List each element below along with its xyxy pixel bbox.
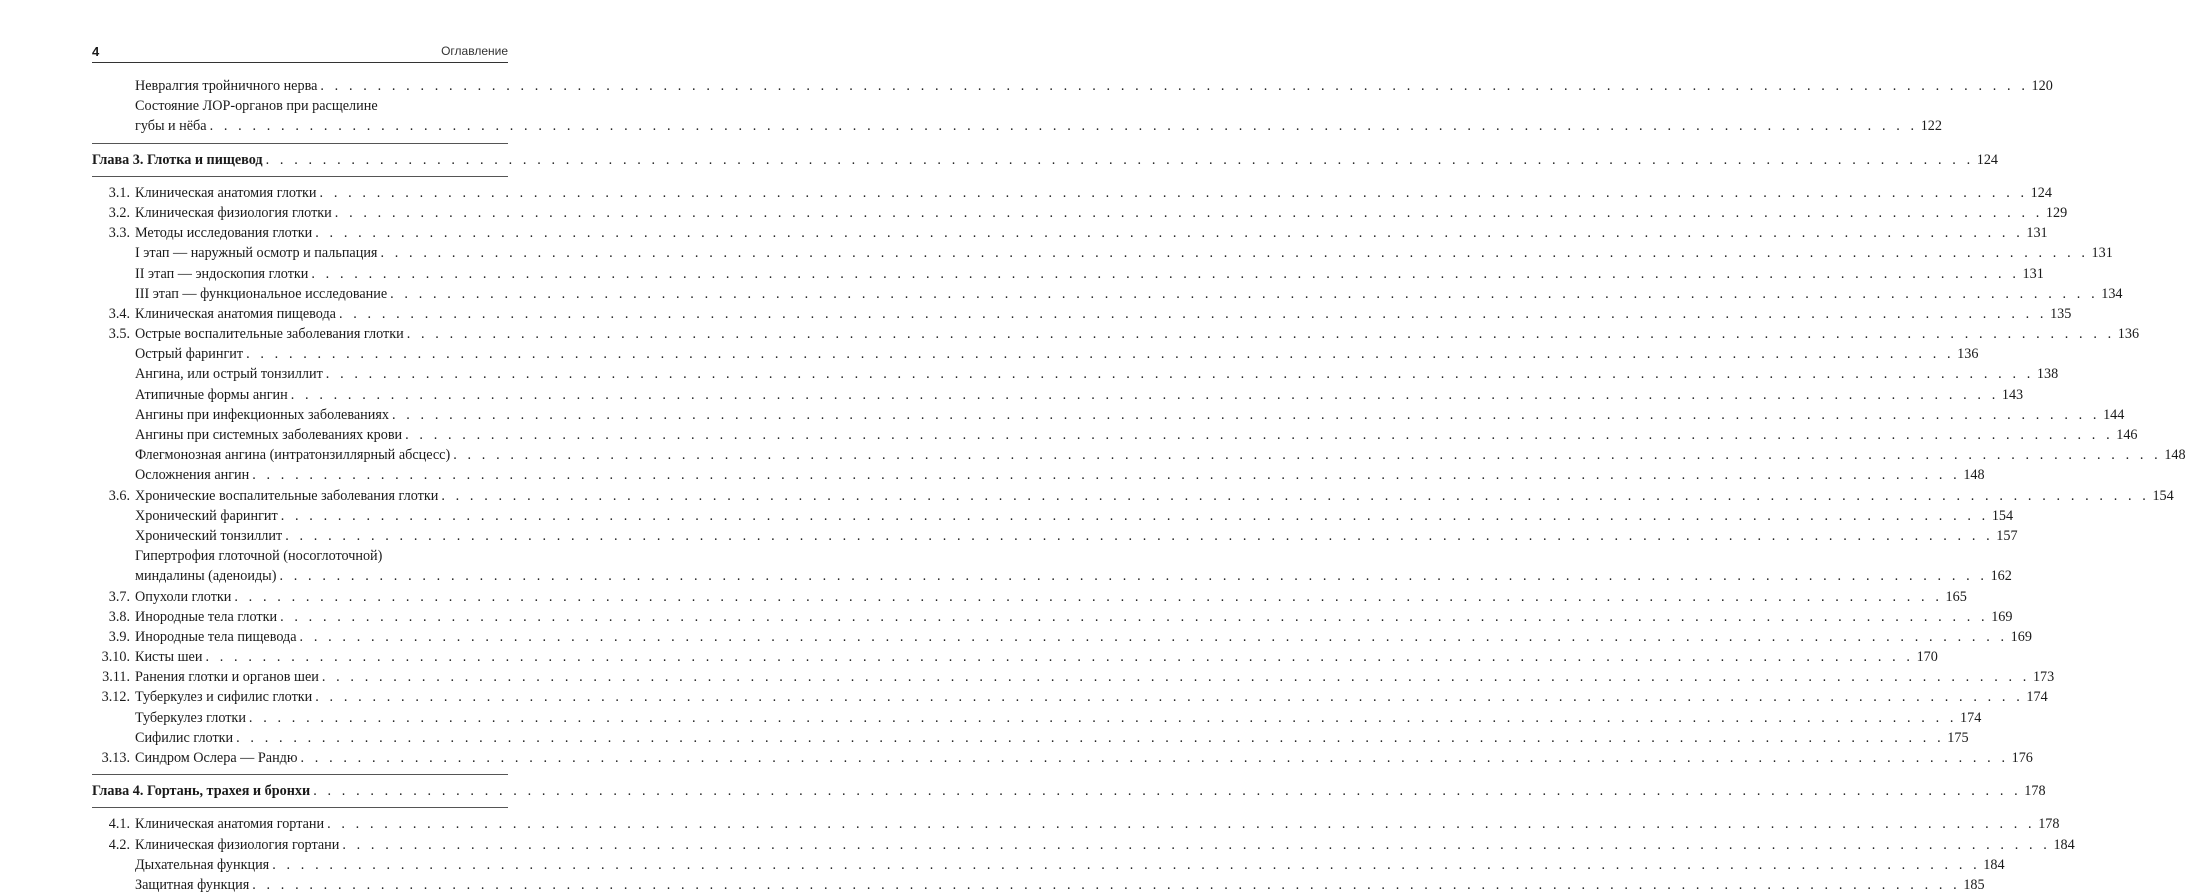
toc-section-number: 4.1. — [108, 816, 130, 833]
toc-entry-title: Клиническая анатомия глотки — [135, 184, 317, 201]
toc-page-number: 174 — [1960, 709, 1982, 726]
toc-entry-title: Ангины при системных заболеваниях крови — [135, 427, 403, 443]
toc-section-number: 3.9. — [108, 628, 130, 645]
toc-dot-leader: . . . . . . . . . . . . . . . . . . . . . . . . . . . . . . . . . . . . . . . . . . . . . . . . . . . . . . . . . . . . . . . . . . . . . . . . . . . . . . . . . . . . . . . . . . . . . . . . . . . . . . . . . . . . . . . . . . . . . . . . — [441, 487, 2150, 504]
toc-section-number: 3.5. — [108, 326, 130, 343]
toc-entry[interactable] — [92, 344, 1979, 364]
toc-entry-title: Инородные тела пищевода — [135, 628, 297, 645]
toc-dot-leader: . . . . . . . . . . . . . . . . . . . . . . . . . . . . . . . . . . . . . . . . . . . . . . . . . . . . . . . . . . . . . . . . . . . . . . . . . . . . . . . . . . . . . . . . . . . . . . . . . . . . . . . . . . . . . . . . . . . . . . . . — [285, 527, 1994, 544]
toc-dot-leader: . . . . . . . . . . . . . . . . . . . . . . . . . . . . . . . . . . . . . . . . . . . . . . . . . . . . . . . . . . . . . . . . . . . . . . . . . . . . . . . . . . . . . . . . . . . . . . . . . . . . . . . . . . . . . . . . . . . . . . . . — [334, 204, 2043, 221]
toc-entry[interactable] — [92, 223, 2048, 243]
toc-entry[interactable] — [92, 647, 1938, 667]
toc-dot-leader: . . . . . . . . . . . . . . . . . . . . . . . . . . . . . . . . . . . . . . . . . . . . . . . . . . . . . . . . . . . . . . . . . . . . . . . . . . . . . . . . . . . . . . . . . . . . . . . . . . . . . . . . . . . . . . . . . . . . . . . . — [300, 750, 2009, 766]
toc-dot-leader: . . . . . . . . . . . . . . . . . . . . . . . . . . . . . . . . . . . . . . . . . . . . . . . . . . . . . . . . . . . . . . . . . . . . . . . . . . . . . . . . . . . . . . . . . . . . . . . . . . . . . . . . . . . . . . . . . . . . . . . . — [252, 467, 1961, 484]
toc-page-number: 120 — [2031, 78, 2053, 94]
toc-page-number: 174 — [2026, 689, 2048, 706]
toc-entry-title: Клиническая физиология гортани — [135, 836, 340, 853]
toc-entry[interactable] — [92, 243, 2113, 263]
toc-section-number: 3.4. — [108, 305, 130, 322]
toc-entry[interactable] — [92, 385, 2024, 405]
page-header — [92, 44, 508, 63]
toc-dot-leader: . . . . . . . . . . . . . . . . . . . . . . . . . . . . . . . . . . . . . . . . . . . . . . . . . . . . . . . . . . . . . . . . . . . . . . . . . . . . . . . . . . . . . . . . . . . . . . . . . . . . . . . . . . . . . . . . . . . . . . . . — [280, 608, 1989, 625]
toc-dot-leader: . . . . . . . . . . . . . . . . . . . . . . . . . . . . . . . . . . . . . . . . . . . . . . . . . . . . . . . . . . . . . . . . . . . . . . . . . . . . . . . . . . . . . . . . . . . . . . . . . . . . . . . . . . . . . . . . . . . . . . . . — [325, 366, 2034, 383]
toc-entry-title: Состояние ЛОР-органов при расщелине — [135, 98, 378, 115]
toc-entry[interactable] — [92, 667, 2055, 687]
toc-entry[interactable] — [92, 76, 2053, 96]
toc-entry[interactable] — [92, 425, 2138, 445]
toc-dot-leader: . . . . . . . . . . . . . . . . . . . . . . . . . . . . . . . . . . . . . . . . . . . . . . . . . . . . . . . . . . . . . . . . . . . . . . . . . . . . . . . . . . . . . . . . . . . . . . . . . . . . . . . . . . . . . . . . . . . . . . . . — [390, 285, 2099, 302]
toc-entry-title: Сифилис глотки — [135, 729, 234, 746]
toc-entry-title: Ангина, или острый тонзиллит — [135, 366, 323, 383]
toc-section-number: 3.7. — [108, 588, 130, 605]
toc-page-number: 122 — [1920, 118, 1942, 135]
toc-page-number: 124 — [1976, 151, 1998, 168]
toc-chapter-entry[interactable] — [92, 781, 2046, 801]
toc-entry[interactable] — [92, 627, 2032, 647]
toc-entry-title: губы и нёба — [135, 118, 207, 135]
toc-entry[interactable] — [92, 284, 2123, 304]
toc-entry[interactable] — [92, 304, 2072, 324]
toc-dot-leader: . . . . . . . . . . . . . . . . . . . . . . . . . . . . . . . . . . . . . . . . . . . . . . . . . . . . . . . . . . . . . . . . . . . . . . . . . . . . . . . . . . . . . . . . . . . . . . . . . . . . . . . . . . . . . . . . . . . . . . . . — [236, 729, 1945, 746]
toc-page-number: 184 — [1983, 856, 2005, 873]
running-title: Оглавление — [441, 44, 508, 58]
toc-page-number: 136 — [1957, 346, 1979, 363]
toc-page-number: 131 — [2091, 245, 2113, 262]
toc-dot-leader: . . . . . . . . . . . . . . . . . . . . . . . . . . . . . . . . . . . . . . . . . . . . . . . . . . . . . . . . . . . . . . . . . . . . . . . . . . . . . . . . . . . . . . . . . . . . . . . . . . . . . . . . . . . . . . . . . . . . . . . . — [405, 427, 2114, 443]
toc-entry[interactable] — [92, 445, 2186, 465]
toc-page-number: 136 — [2117, 326, 2140, 343]
toc-entry[interactable] — [92, 486, 2174, 506]
toc-entry-title: III этап — функциональное исследование — [135, 285, 388, 302]
toc-entry[interactable] — [92, 324, 2140, 344]
toc-dot-leader: . . . . . . . . . . . . . . . . . . . . . . . . . . . . . . . . . . . . . . . . . . . . . . . . . . . . . . . . . . . . . . . . . . . . . . . . . . . . . . . . . . . . . . . . . . . . . . . . . . . . . . . . . . . . . . . . . . . . . . . . — [327, 816, 2036, 833]
toc-section-number: 3.1. — [108, 184, 130, 201]
toc-entry-title: Глава 4. Гортань, трахея и бронхи — [92, 783, 311, 800]
table-of-contents — [92, 76, 2186, 895]
toc-page-number: 135 — [2050, 305, 2072, 322]
toc-entry[interactable] — [92, 96, 508, 116]
toc-page-number: 148 — [2164, 447, 2186, 464]
toc-dot-leader: . . . . . . . . . . . . . . . . . . . . . . . . . . . . . . . . . . . . . . . . . . . . . . . . . . . . . . . . . . . . . . . . . . . . . . . . . . . . . . . . . . . . . . . . . . . . . . . . . . . . . . . . . . . . . . . . . . . . . . . . — [248, 709, 1958, 726]
toc-dot-leader: . . . . . . . . . . . . . . . . . . . . . . . . . . . . . . . . . . . . . . . . . . . . . . . . . . . . . . . . . . . . . . . . . . . . . . . . . . . . . . . . . . . . . . . . . . . . . . . . . . . . . . . . . . . . . . . . . . . . . . . . — [453, 447, 2162, 464]
toc-section-number: 4.2. — [108, 836, 130, 853]
toc-page-number: 148 — [1963, 467, 1985, 484]
toc-dot-leader: . . . . . . . . . . . . . . . . . . . . . . . . . . . . . . . . . . . . . . . . . . . . . . . . . . . . . . . . . . . . . . . . . . . . . . . . . . . . . . . . . . . . . . . . . . . . . . . . . . . . . . . . . . . . . . . . . . . . . . . . — [299, 628, 2008, 645]
toc-dot-leader: . . . . . . . . . . . . . . . . . . . . . . . . . . . . . . . . . . . . . . . . . . . . . . . . . . . . . . . . . . . . . . . . . . . . . . . . . . . . . . . . . . . . . . . . . . . . . . . . . . . . . . . . . . . . . . . . . . . . . . . . — [391, 406, 2101, 423]
toc-entry[interactable] — [92, 814, 2060, 834]
toc-page-number: 173 — [2032, 669, 2055, 686]
toc-entry-title: Дыхательная функция — [135, 856, 270, 873]
toc-entry-title: Глава 3. Глотка и пищевод — [92, 151, 263, 168]
toc-entry[interactable] — [92, 728, 1969, 748]
toc-entry[interactable] — [92, 546, 508, 566]
toc-entry[interactable] — [92, 708, 1982, 728]
toc-page-number: 134 — [2101, 285, 2123, 302]
toc-dot-leader: . . . . . . . . . . . . . . . . . . . . . . . . . . . . . . . . . . . . . . . . . . . . . . . . . . . . . . . . . . . . . . . . . . . . . . . . . . . . . . . . . . . . . . . . . . . . . . . . . . . . . . . . . . . . . . . . . . . . . . . . — [380, 245, 2089, 262]
toc-dot-leader: . . . . . . . . . . . . . . . . . . . . . . . . . . . . . . . . . . . . . . . . . . . . . . . . . . . . . . . . . . . . . . . . . . . . . . . . . . . . . . . . . . . . . . . . . . . . . . . . . . . . . . . . . . . . . . . . . . . . . . . . — [315, 225, 2024, 242]
toc-page-number: 176 — [2011, 750, 2033, 766]
toc-dot-leader: . . . . . . . . . . . . . . . . . . . . . . . . . . . . . . . . . . . . . . . . . . . . . . . . . . . . . . . . . . . . . . . . . . . . . . . . . . . . . . . . . . . . . . . . . . . . . . . . . . . . . . . . . . . . . . . . . . . . . . . . — [313, 783, 2022, 800]
toc-dot-leader: . . . . . . . . . . . . . . . . . . . . . . . . . . . . . . . . . . . . . . . . . . . . . . . . . . . . . . . . . . . . . . . . . . . . . . . . . . . . . . . . . . . . . . . . . . . . . . . . . . . . . . . . . . . . . . . . . . . . . . . . — [319, 184, 2028, 201]
toc-dot-leader: . . . . . . . . . . . . . . . . . . . . . . . . . . . . . . . . . . . . . . . . . . . . . . . . . . . . . . . . . . . . . . . . . . . . . . . . . . . . . . . . . . . . . . . . . . . . . . . . . . . . . . . . . . . . . . . . . . . . . . . . — [265, 151, 1974, 168]
toc-entry-title: I этап — наружный осмотр и пальпация — [135, 245, 378, 262]
toc-page-number: 184 — [2053, 836, 2075, 853]
toc-dot-leader: . . . . . . . . . . . . . . . . . . . . . . . . . . . . . . . . . . . . . . . . . . . . . . . . . . . . . . . . . . . . . . . . . . . . . . . . . . . . . . . . . . . . . . . . . . . . . . . . . . . . . . . . . . . . . . . . . . . . . . . . — [272, 856, 1981, 873]
toc-page-number: 185 — [1963, 876, 1985, 893]
toc-entry[interactable] — [92, 405, 2125, 425]
toc-entry[interactable] — [92, 203, 2068, 223]
toc-dot-leader: . . . . . . . . . . . . . . . . . . . . . . . . . . . . . . . . . . . . . . . . . . . . . . . . . . . . . . . . . . . . . . . . . . . . . . . . . . . . . . . . . . . . . . . . . . . . . . . . . . . . . . . . . . . . . . . . . . . . . . . . — [320, 78, 2029, 94]
toc-section-number: 3.3. — [108, 225, 130, 242]
toc-page-number: 169 — [1991, 608, 2013, 625]
chapter-divider — [92, 176, 508, 177]
toc-dot-leader: . . . . . . . . . . . . . . . . . . . . . . . . . . . . . . . . . . . . . . . . . . . . . . . . . . . . . . . . . . . . . . . . . . . . . . . . . . . . . . . . . . . . . . . . . . . . . . . . . . . . . . . . . . . . . . . . . . . . . . . . — [342, 836, 2051, 853]
toc-page-number: 169 — [2010, 628, 2032, 645]
toc-section-number: 3.8. — [108, 608, 130, 625]
toc-page-number: 157 — [1996, 527, 2018, 544]
toc-entry[interactable] — [92, 835, 2075, 855]
toc-entry[interactable] — [92, 875, 1985, 895]
toc-entry-title: Хронические воспалительные заболевания глотки — [135, 487, 439, 504]
toc-page-number: 131 — [2026, 225, 2048, 242]
toc-entry[interactable] — [92, 748, 2033, 768]
toc-page-number: 144 — [2103, 406, 2125, 423]
toc-dot-leader: . . . . . . . . . . . . . . . . . . . . . . . . . . . . . . . . . . . . . . . . . . . . . . . . . . . . . . . . . . . . . . . . . . . . . . . . . . . . . . . . . . . . . . . . . . . . . . . . . . . . . . . . . . . . . . . . . . . . . . . . — [279, 568, 1988, 585]
toc-section-number: 3.2. — [108, 204, 130, 221]
toc-section-number: 3.12. — [101, 689, 130, 706]
toc-page-number: 170 — [1916, 649, 1938, 666]
toc-page-number: 178 — [2024, 783, 2046, 800]
toc-dot-leader: . . . . . . . . . . . . . . . . . . . . . . . . . . . . . . . . . . . . . . . . . . . . . . . . . . . . . . . . . . . . . . . . . . . . . . . . . . . . . . . . . . . . . . . . . . . . . . . . . . . . . . . . . . . . . . . . . . . . . . . . — [315, 689, 2024, 706]
toc-entry-title: Синдром Ослера — Рандю — [135, 750, 298, 766]
toc-entry-title: Клиническая анатомия гортани — [135, 816, 325, 833]
toc-dot-leader: . . . . . . . . . . . . . . . . . . . . . . . . . . . . . . . . . . . . . . . . . . . . . . . . . . . . . . . . . . . . . . . . . . . . . . . . . . . . . . . . . . . . . . . . . . . . . . . . . . . . . . . . . . . . . . . . . . . . . . . . — [205, 649, 1914, 666]
toc-entry[interactable] — [92, 526, 2018, 546]
toc-dot-leader: . . . . . . . . . . . . . . . . . . . . . . . . . . . . . . . . . . . . . . . . . . . . . . . . . . . . . . . . . . . . . . . . . . . . . . . . . . . . . . . . . . . . . . . . . . . . . . . . . . . . . . . . . . . . . . . . . . . . . . . . — [290, 386, 1999, 403]
toc-entry-title: Гипертрофия глоточной (носоглоточной) — [135, 548, 383, 565]
toc-page-number: 129 — [2045, 204, 2068, 221]
toc-section-number: 3.10. — [101, 649, 130, 666]
toc-entry-title: Острые воспалительные заболевания глотки — [135, 326, 404, 343]
toc-entry-title: Атипичные формы ангин — [135, 386, 288, 403]
toc-page-number: 146 — [2116, 427, 2138, 443]
toc-entry-title: Кисты шеи — [135, 649, 203, 666]
toc-section-number: 3.6. — [108, 487, 130, 504]
toc-entry[interactable] — [92, 607, 2013, 627]
toc-chapter-entry[interactable] — [92, 150, 1998, 170]
toc-page-number: 138 — [2036, 366, 2059, 383]
toc-page-number: 175 — [1947, 729, 1969, 746]
toc-dot-leader: . . . . . . . . . . . . . . . . . . . . . . . . . . . . . . . . . . . . . . . . . . . . . . . . . . . . . . . . . . . . . . . . . . . . . . . . . . . . . . . . . . . . . . . . . . . . . . . . . . . . . . . . . . . . . . . . . . . . . . . . — [209, 118, 1918, 135]
toc-entry-title: Методы исследования глотки — [135, 225, 313, 242]
toc-dot-leader: . . . . . . . . . . . . . . . . . . . . . . . . . . . . . . . . . . . . . . . . . . . . . . . . . . . . . . . . . . . . . . . . . . . . . . . . . . . . . . . . . . . . . . . . . . . . . . . . . . . . . . . . . . . . . . . . . . . . . . . . — [234, 588, 1943, 605]
toc-entry-title: миндалины (аденоиды) — [135, 568, 277, 585]
toc-entry-title: Хронический тонзиллит — [135, 527, 283, 544]
toc-dot-leader: . . . . . . . . . . . . . . . . . . . . . . . . . . . . . . . . . . . . . . . . . . . . . . . . . . . . . . . . . . . . . . . . . . . . . . . . . . . . . . . . . . . . . . . . . . . . . . . . . . . . . . . . . . . . . . . . . . . . . . . . — [311, 265, 2020, 282]
toc-entry[interactable] — [92, 364, 2059, 384]
toc-entry[interactable] — [92, 116, 1942, 136]
toc-entry-title: Острый фарингит — [135, 346, 244, 363]
toc-entry-title: Клиническая анатомия пищевода — [135, 305, 336, 322]
toc-page-number: 143 — [2001, 386, 2024, 403]
toc-entry-title: Туберкулез и сифилис глотки — [135, 689, 313, 706]
toc-page-number: 165 — [1945, 588, 1967, 605]
toc-entry-title: Опухоли глотки — [135, 588, 232, 605]
toc-entry[interactable] — [92, 855, 2005, 875]
toc-section-number: 3.11. — [102, 669, 130, 686]
toc-entry-title: Защитная функция — [135, 876, 250, 893]
toc-dot-leader: . . . . . . . . . . . . . . . . . . . . . . . . . . . . . . . . . . . . . . . . . . . . . . . . . . . . . . . . . . . . . . . . . . . . . . . . . . . . . . . . . . . . . . . . . . . . . . . . . . . . . . . . . . . . . . . . . . . . . . . . — [252, 876, 1961, 893]
toc-entry[interactable] — [92, 506, 2014, 526]
toc-entry[interactable] — [92, 687, 2048, 707]
toc-entry[interactable] — [92, 183, 2052, 203]
toc-dot-leader: . . . . . . . . . . . . . . . . . . . . . . . . . . . . . . . . . . . . . . . . . . . . . . . . . . . . . . . . . . . . . . . . . . . . . . . . . . . . . . . . . . . . . . . . . . . . . . . . . . . . . . . . . . . . . . . . . . . . . . . . — [280, 507, 1989, 524]
toc-entry-title: Невралгия тройничного нерва — [135, 78, 318, 94]
toc-entry[interactable] — [92, 465, 1985, 485]
toc-page-number: 124 — [2030, 184, 2052, 201]
toc-entry-title: Хронический фарингит — [135, 507, 278, 524]
toc-entry-title: Ранения глотки и органов шеи — [135, 669, 319, 686]
toc-page-number: 178 — [2038, 816, 2060, 833]
toc-page-number: 131 — [2022, 265, 2044, 282]
toc-entry[interactable] — [92, 264, 2044, 284]
toc-entry-title: Ангины при инфекционных заболеваниях — [135, 406, 389, 423]
toc-dot-leader: . . . . . . . . . . . . . . . . . . . . . . . . . . . . . . . . . . . . . . . . . . . . . . . . . . . . . . . . . . . . . . . . . . . . . . . . . . . . . . . . . . . . . . . . . . . . . . . . . . . . . . . . . . . . . . . . . . . . . . . . — [406, 326, 2115, 343]
toc-page-number: 162 — [1990, 568, 2012, 585]
toc-dot-leader: . . . . . . . . . . . . . . . . . . . . . . . . . . . . . . . . . . . . . . . . . . . . . . . . . . . . . . . . . . . . . . . . . . . . . . . . . . . . . . . . . . . . . . . . . . . . . . . . . . . . . . . . . . . . . . . . . . . . . . . . — [246, 346, 1955, 363]
page-number: 4 — [92, 44, 100, 59]
toc-page-number: 154 — [2152, 487, 2174, 504]
toc-entry-title: II этап — эндоскопия глотки — [135, 265, 309, 282]
chapter-divider — [92, 807, 508, 808]
chapter-divider — [92, 143, 508, 144]
toc-section-number: 3.13. — [101, 750, 130, 766]
toc-entry-title: Осложнения ангин — [135, 467, 250, 484]
toc-entry[interactable] — [92, 587, 1967, 607]
toc-dot-leader: . . . . . . . . . . . . . . . . . . . . . . . . . . . . . . . . . . . . . . . . . . . . . . . . . . . . . . . . . . . . . . . . . . . . . . . . . . . . . . . . . . . . . . . . . . . . . . . . . . . . . . . . . . . . . . . . . . . . . . . . — [338, 305, 2048, 322]
toc-entry[interactable] — [92, 566, 2012, 586]
toc-dot-leader: . . . . . . . . . . . . . . . . . . . . . . . . . . . . . . . . . . . . . . . . . . . . . . . . . . . . . . . . . . . . . . . . . . . . . . . . . . . . . . . . . . . . . . . . . . . . . . . . . . . . . . . . . . . . . . . . . . . . . . . . — [321, 669, 2030, 686]
toc-entry-title: Инородные тела глотки — [135, 608, 278, 625]
chapter-divider — [92, 774, 508, 775]
toc-entry-title: Туберкулез глотки — [135, 709, 246, 726]
toc-entry-title: Клиническая физиология глотки — [135, 204, 332, 221]
toc-page-number: 154 — [1991, 507, 2014, 524]
toc-entry-title: Флегмонозная ангина (интратонзиллярный абсцесс) — [135, 447, 451, 464]
